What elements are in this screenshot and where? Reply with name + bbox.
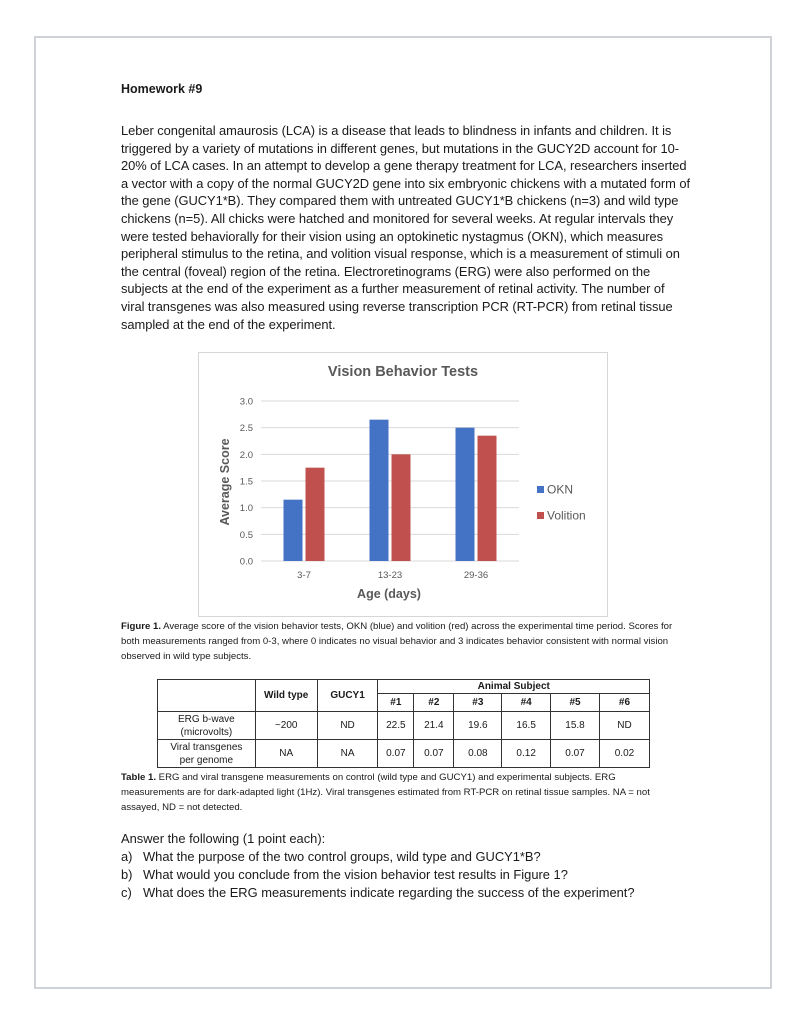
row-label-line: (microvolts) — [180, 726, 233, 738]
x-axis-label: Age (days) — [357, 587, 421, 601]
y-tick-label: 1.0 — [239, 503, 253, 515]
question-text: What does the ERG measurements indicate regarding the success of the experiment? — [143, 885, 635, 900]
table-cell: 22.5 — [378, 712, 414, 740]
table-cell: NA — [317, 740, 378, 768]
table-cell: 0.08 — [454, 740, 502, 768]
row-label-line: ERG b-wave — [178, 713, 235, 725]
row-label — [158, 712, 256, 740]
y-axis-label: Average Score — [218, 438, 232, 526]
erg-table — [157, 679, 650, 768]
table-cell: 15.8 — [551, 712, 600, 740]
table-cell: 0.12 — [502, 740, 551, 768]
x-tick-label: 29-36 — [463, 570, 489, 581]
table-cell: ND — [599, 712, 649, 740]
bar-okn — [284, 500, 303, 561]
table-row — [158, 712, 650, 740]
x-axis-ticks — [297, 570, 488, 581]
table-cell: 16.5 — [502, 712, 551, 740]
chart-legend — [537, 483, 586, 523]
y-tick-label: 1.5 — [239, 476, 253, 488]
chart-bars — [284, 420, 497, 561]
bar-okn — [456, 428, 475, 561]
legend-swatch — [537, 486, 544, 493]
figure-caption — [121, 619, 681, 665]
table-cell: 0.07 — [551, 740, 600, 768]
legend-label: OKN — [547, 482, 574, 497]
bar-volition — [478, 436, 497, 561]
vision-behavior-chart — [198, 352, 608, 617]
questions-section — [121, 830, 635, 902]
y-tick-label: 2.5 — [239, 423, 253, 435]
col-header-subject: #2 — [414, 694, 454, 712]
table-cell: 19.6 — [454, 712, 502, 740]
chart-svg — [199, 353, 609, 618]
document-title: Homework #9 — [121, 82, 203, 96]
row-label — [158, 740, 256, 768]
y-tick-label: 3.0 — [239, 396, 253, 408]
table-cell: 21.4 — [414, 712, 454, 740]
question-item — [121, 884, 635, 902]
table-cell: NA — [255, 740, 317, 768]
y-tick-label: 0.0 — [239, 556, 253, 568]
question-letter: b) — [121, 867, 133, 882]
legend-label: Volition — [547, 508, 586, 523]
table-caption-text: ERG and viral transgene measurements on control (wild type and GUCY1) and experimental subjects. ERG measurements are for dark-adapted light (1Hz). Viral transgenes estimated from RT-PCR on retinal tissue samples. NA = not assayed, ND = not detected. — [121, 772, 650, 814]
table-corner-cell — [158, 680, 256, 712]
table-cell: 0.02 — [599, 740, 649, 768]
intro-paragraph: Leber congenital amaurosis (LCA) is a disease that leads to blindness in infants and children. It is triggered by a variety of mutations in different genes, but mutations in the GUCY2D account for 10-20% of LCA cases. In an attempt to develop a gene therapy treatment for LCA, researchers inserted a vector with a copy of the normal GUCY2D gene into six embryonic chickens with a mutated form of the gene (GUCY1*B). They compared them with untreated GUCY1*B chickens (n=3) and wild type chickens (n=5). All chicks were hatched and monitored for several weeks. At regular intervals they were tested behaviorally for their vision using an optokinetic nystagmus (OKN), which measures peripheral stimulus to the retina, and volition visual response, which is a measurement of stimuli on the central (foveal) region of the retina. Electroretinograms (ERG) were also performed on the subjects at the end of the experiment as a further measurement of retinal activity. The number of viral transgenes was also measured using reverse transcription PCR (RT-PCR) from retinal tissue sampled at the end of the experiment. — [121, 123, 691, 332]
x-tick-label: 3-7 — [297, 570, 311, 581]
table-cell: 0.07 — [378, 740, 414, 768]
col-header-subject: #6 — [599, 694, 649, 712]
legend-swatch — [537, 512, 544, 519]
col-header-gucy1: GUCY1 — [317, 680, 378, 712]
question-letter: a) — [121, 849, 133, 864]
table-caption-label: Table 1. — [121, 772, 157, 783]
y-tick-label: 0.5 — [239, 529, 253, 541]
table-cell: ND — [317, 712, 378, 740]
row-label-line: per genome — [179, 754, 234, 766]
figure-caption-label: Figure 1. — [121, 621, 161, 632]
bar-volition — [392, 454, 411, 561]
chart-title: Vision Behavior Tests — [327, 364, 479, 380]
row-label-line: Viral transgenes — [170, 741, 243, 753]
y-tick-label: 2.0 — [239, 449, 253, 461]
col-header-subject: #5 — [551, 694, 600, 712]
bar-okn — [370, 420, 389, 561]
questions-header: Answer the following (1 point each): — [121, 831, 326, 846]
y-axis-ticks — [240, 397, 253, 568]
bar-volition — [306, 468, 325, 561]
figure-caption-text: Average score of the vision behavior tests, OKN (blue) and volition (red) across the experimental time period. Scores for both measurements ranged from 0-3, where 0 indicates no visual behavior and 3 indicates behavior consistent with normal vision observed in wild type subjects. — [121, 621, 673, 663]
x-tick-label: 13-23 — [377, 570, 403, 581]
col-header-subject: #1 — [378, 694, 414, 712]
question-text: What the purpose of the two control groups, wild type and GUCY1*B? — [143, 849, 541, 864]
col-header-wild-type: Wild type — [255, 680, 317, 712]
question-letter: c) — [121, 885, 132, 900]
table-cell: ~200 — [255, 712, 317, 740]
col-header-subject: #4 — [502, 694, 551, 712]
table-cell: 0.07 — [414, 740, 454, 768]
question-item — [121, 848, 635, 866]
col-header-subject: #3 — [454, 694, 502, 712]
table-row — [158, 740, 650, 768]
question-item — [121, 866, 635, 884]
question-text: What would you conclude from the vision behavior test results in Figure 1? — [143, 867, 568, 882]
table-caption — [121, 770, 681, 816]
col-group-animal-subject: Animal Subject — [378, 680, 650, 694]
